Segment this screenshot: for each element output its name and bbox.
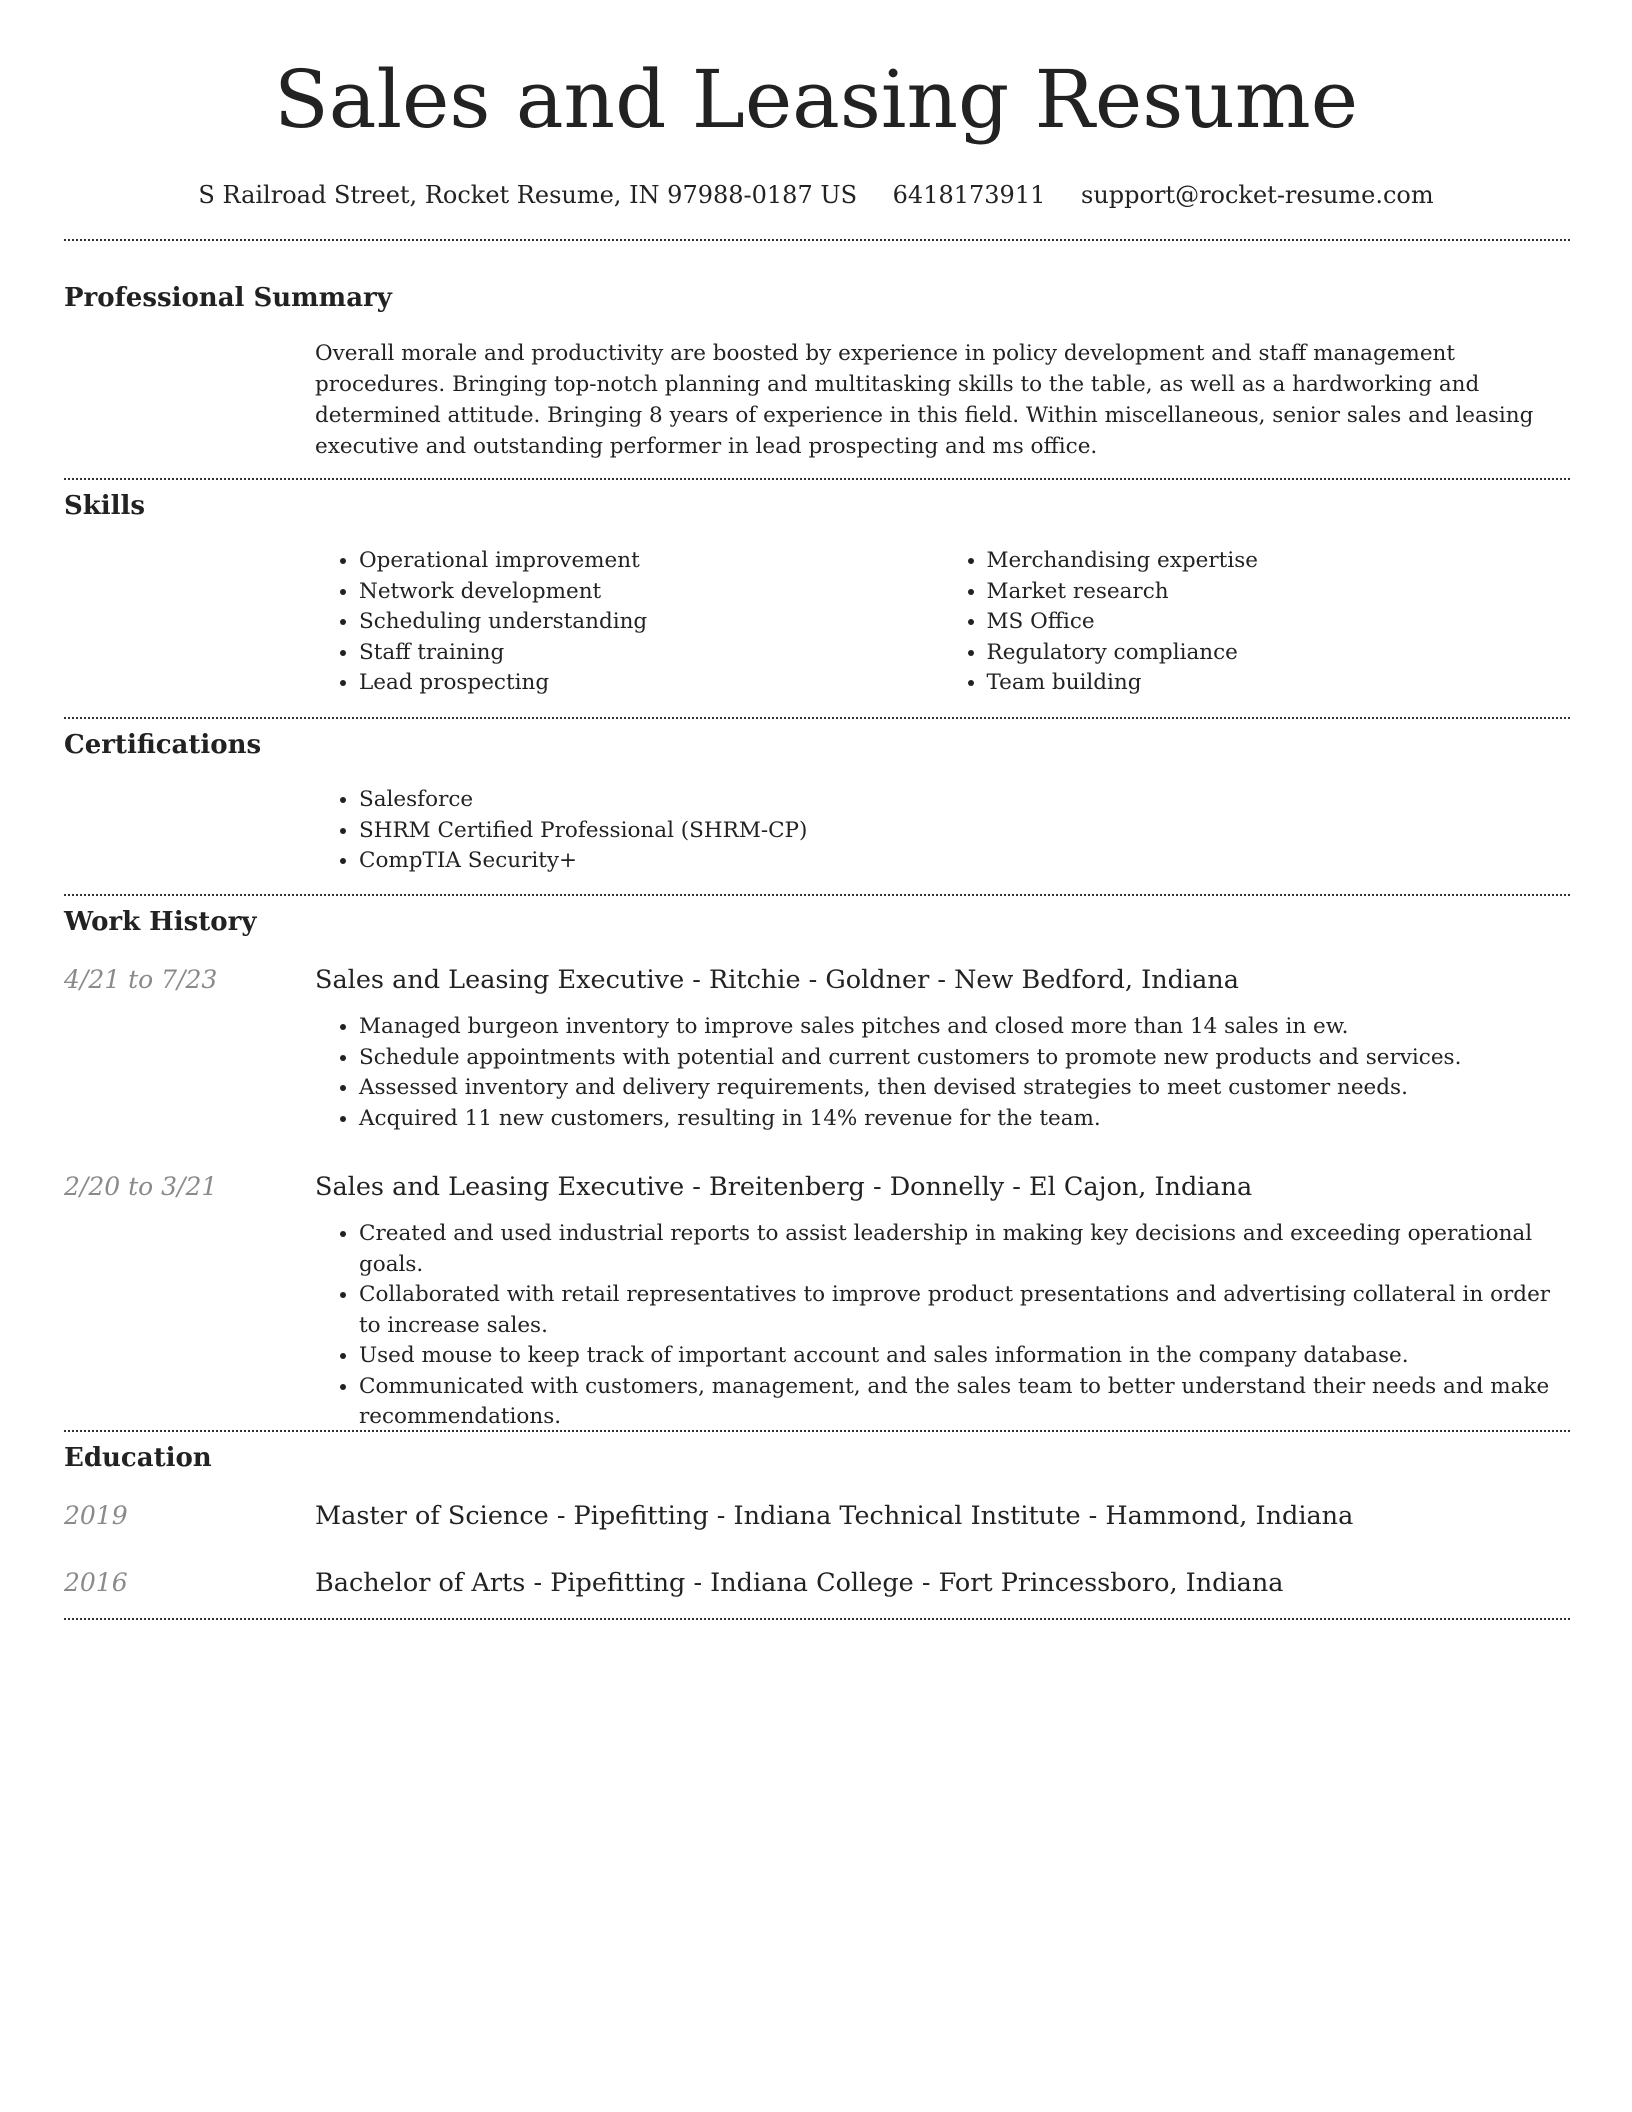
contact-address: S Railroad Street, Rocket Resume, IN 97988-0187 US xyxy=(198,181,858,209)
job-bullet: • Created and used industrial reports to assist leadership in making key decisions and exceeding operational goals. xyxy=(359,1219,1570,1280)
education-heading: Bachelor of Arts - Pipefitting - Indiana College - Fort Princessboro, Indiana xyxy=(315,1568,1284,1598)
skills-section xyxy=(64,490,1570,695)
skill-item: • Team building xyxy=(987,668,1571,699)
skill-item: • Regulatory compliance xyxy=(987,638,1571,669)
divider xyxy=(64,239,1570,241)
resume-name: Sales and Leasing Resume xyxy=(273,53,1359,146)
certification-item: • Salesforce xyxy=(359,785,1570,816)
skills-list-right xyxy=(943,546,1571,699)
work-history-section xyxy=(64,906,1570,1429)
job-bullet: • Managed burgeon inventory to improve sales pitches and closed more than 14 sales in ew. xyxy=(359,1012,1570,1043)
skill-item: • Market research xyxy=(987,577,1571,608)
job-bullets xyxy=(315,1219,1570,1433)
section-title-certifications: Certifications xyxy=(64,730,262,760)
summary-text: Overall morale and productivity are boosted by experience in policy development and staff management procedures. Bringing top-notch planning and multitasking skills to the table, as well as a hardworking and determined attitude. Bringing 8 years of experience in this field. Within miscellaneous, senior sales and leasing executive and outstanding performer in lead prospecting and ms office. xyxy=(315,341,1534,459)
education-heading: Master of Science - Pipefitting - Indiana Technical Institute - Hammond, Indiana xyxy=(315,1501,1354,1531)
certification-item: • CompTIA Security+ xyxy=(359,846,1570,877)
skill-item: • Scheduling understanding xyxy=(359,607,943,638)
contact-line xyxy=(0,180,1632,210)
education-year: 2019 xyxy=(64,1501,128,1530)
contact-email: support@rocket-resume.com xyxy=(1081,181,1434,209)
divider xyxy=(64,894,1570,896)
certifications-body xyxy=(315,785,1570,877)
section-title-work: Work History xyxy=(64,907,257,937)
job-bullet: • Schedule appointments with potential and current customers to promote new products and services. xyxy=(359,1043,1570,1074)
divider xyxy=(64,1618,1570,1620)
divider xyxy=(64,1430,1570,1432)
education-entry xyxy=(315,1500,1570,1532)
job-bullet: • Communicated with customers, management, and the sales team to better understand their needs and make recommendations. xyxy=(359,1372,1570,1433)
resume-header xyxy=(0,0,1632,210)
certification-item: • SHRM Certified Professional (SHRM-CP) xyxy=(359,816,1570,847)
job-bullet: • Used mouse to keep track of important account and sales information in the company database. xyxy=(359,1341,1570,1372)
job-entry xyxy=(315,1171,1570,1433)
job-bullet: • Acquired 11 new customers, resulting in 14% revenue for the team. xyxy=(359,1104,1570,1135)
divider xyxy=(64,478,1570,480)
job-bullet: • Assessed inventory and delivery requirements, then devised strategies to meet customer needs. xyxy=(359,1073,1570,1104)
job-heading: Sales and Leasing Executive - Ritchie - Goldner - New Bedford, Indiana xyxy=(315,965,1239,995)
skill-item: • Network development xyxy=(359,577,943,608)
certifications-list xyxy=(315,785,1570,877)
education-year: 2016 xyxy=(64,1568,128,1597)
job-heading: Sales and Leasing Executive - Breitenberg - Donnelly - El Cajon, Indiana xyxy=(315,1172,1253,1202)
divider xyxy=(64,717,1570,719)
section-title-summary: Professional Summary xyxy=(64,283,392,313)
contact-phone: 6418173911 xyxy=(892,181,1046,209)
job-entry xyxy=(315,964,1570,1134)
section-title-education: Education xyxy=(64,1443,212,1473)
skill-item: • Operational improvement xyxy=(359,546,943,577)
skills-list-left xyxy=(315,546,943,699)
skill-item: • Lead prospecting xyxy=(359,668,943,699)
job-dates: 4/21 to 7/23 xyxy=(64,965,218,994)
skills-grid xyxy=(315,546,1570,699)
skill-item: • Staff training xyxy=(359,638,943,669)
education-entry xyxy=(315,1567,1570,1599)
summary-section xyxy=(64,282,1570,459)
certifications-section xyxy=(64,729,1570,873)
education-section xyxy=(64,1442,1570,1598)
skill-item: • MS Office xyxy=(987,607,1571,638)
skill-item: • Merchandising expertise xyxy=(987,546,1571,577)
summary-body xyxy=(315,338,1570,462)
section-title-skills: Skills xyxy=(64,491,146,521)
job-bullet: • Collaborated with retail representatives to improve product presentations and advertising collateral in order to increase sales. xyxy=(359,1280,1570,1341)
job-bullets xyxy=(315,1012,1570,1134)
job-dates: 2/20 to 3/21 xyxy=(64,1172,218,1201)
